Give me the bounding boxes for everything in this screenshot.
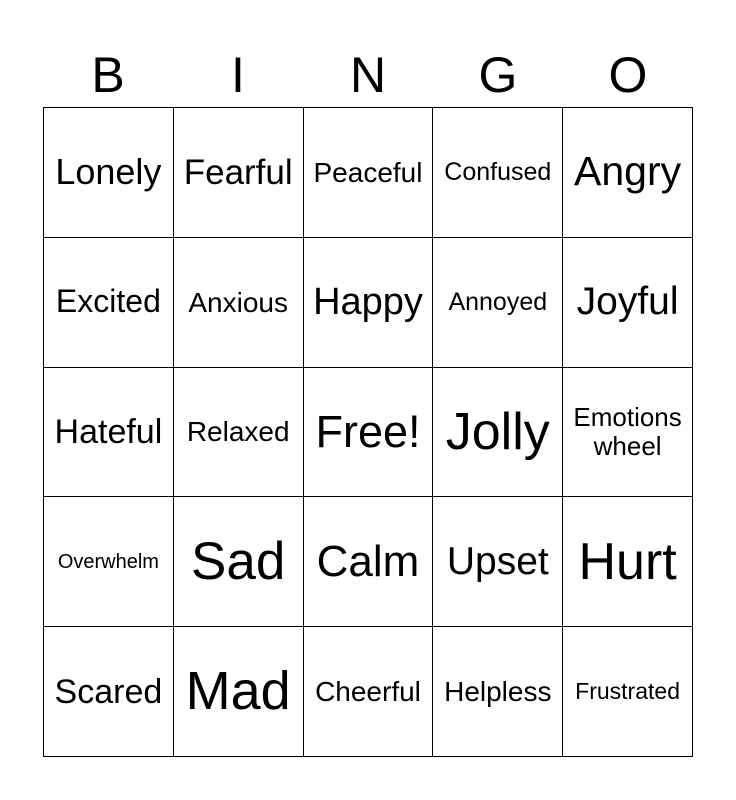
bingo-cell: Fearful: [174, 108, 304, 238]
bingo-cell: Frustrated: [563, 627, 693, 757]
bingo-cell: Cheerful: [304, 627, 434, 757]
bingo-cell: Lonely: [44, 108, 174, 238]
bingo-cell: Annoyed: [433, 238, 563, 368]
bingo-cell: Relaxed: [174, 368, 304, 498]
bingo-cell: Joyful: [563, 238, 693, 368]
header-letter-o: O: [608, 47, 648, 103]
free-space: Free!: [304, 368, 434, 498]
bingo-cell: Angry: [563, 108, 693, 238]
bingo-cell: Happy: [304, 238, 434, 368]
bingo-cell: Jolly: [433, 368, 563, 498]
bingo-cell: Calm: [304, 497, 434, 627]
header-letter-i: I: [231, 47, 245, 103]
header-letter-b: B: [91, 47, 125, 103]
bingo-cell: Helpless: [433, 627, 563, 757]
bingo-cell: Emotions wheel: [563, 368, 693, 498]
header-letter-g: G: [478, 47, 518, 103]
bingo-cell: Scared: [44, 627, 174, 757]
bingo-cell: Anxious: [174, 238, 304, 368]
bingo-board: [43, 107, 693, 757]
bingo-cell: Hateful: [44, 368, 174, 498]
bingo-cell: Overwhelm: [44, 497, 174, 627]
bingo-header: [43, 44, 693, 106]
bingo-cell: Confused: [433, 108, 563, 238]
bingo-cell: Sad: [174, 497, 304, 627]
bingo-cell: Mad: [174, 627, 304, 757]
bingo-cell: Peaceful: [304, 108, 434, 238]
bingo-cell: Excited: [44, 238, 174, 368]
header-letter-n: N: [349, 47, 387, 103]
bingo-cell: Upset: [433, 497, 563, 627]
bingo-cell: Hurt: [563, 497, 693, 627]
